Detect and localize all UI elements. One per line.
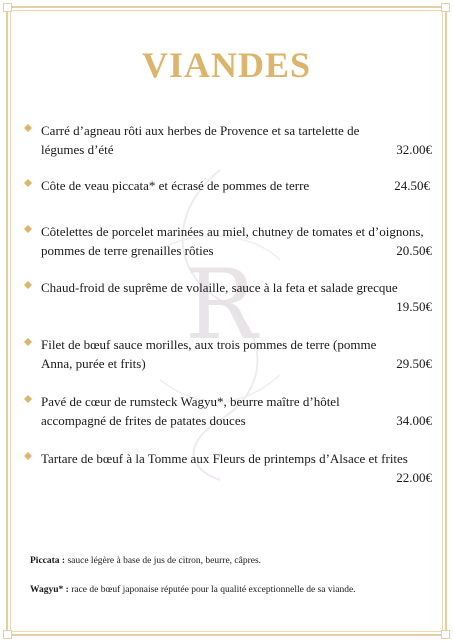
footnote-term: Wagyu* : <box>30 585 69 595</box>
diamond-bullet-icon <box>24 179 32 187</box>
corner-ornament <box>3 3 12 12</box>
menu-item-price: 19.50€ <box>396 299 432 314</box>
page-title: VIANDES <box>141 45 312 85</box>
footnote-wagyu <box>30 583 420 597</box>
menu-item-name: Côte de veau piccata* et écrasé de pommes de terre <box>41 178 310 193</box>
menu-item-price: 24.50€ <box>394 178 430 193</box>
diamond-bullet-icon <box>24 225 32 233</box>
menu-item <box>24 449 436 489</box>
menu-item-price: 20.50€ <box>396 243 432 258</box>
menu-item <box>24 121 436 161</box>
footnote-text: sauce légère à base de jus de citron, beurre, câpres. <box>65 556 262 566</box>
diamond-bullet-icon <box>24 452 32 460</box>
diamond-bullet-icon <box>24 395 32 403</box>
menu-item-name: Tartare de bœuf à la Tomme aux Fleurs de printemps d’Alsace et frites <box>41 451 408 466</box>
diamond-bullet-icon <box>24 281 32 289</box>
menu-item-price: 32.00€ <box>396 142 432 157</box>
diamond-bullet-icon <box>24 124 32 132</box>
menu-item-price: 34.00€ <box>396 413 432 428</box>
menu-item <box>24 222 436 262</box>
corner-ornament <box>3 630 12 639</box>
footnote-piccata <box>30 554 420 568</box>
diamond-bullet-icon <box>24 338 32 346</box>
menu-item-price: 22.00€ <box>396 470 432 485</box>
menu-item-name: Pavé de cœur de rumsteck Wagyu*, beurre maître d’hôtel accompagné de frites de patates douces <box>41 394 340 428</box>
menu-item <box>24 335 436 375</box>
menu-item-name: Côtelettes de porcelet marinées au miel, chutney de tomates et d’oignons, pommes de terre grenailles rôties <box>41 224 424 258</box>
menu-item-name: Chaud-froid de suprême de volaille, sauce à la feta et salade grecque <box>41 280 398 295</box>
menu-item <box>24 176 436 196</box>
corner-ornament <box>441 3 450 12</box>
menu-item-name: Carré d’agneau rôti aux herbes de Provence et sa tartelette de légumes d’été <box>41 123 360 157</box>
menu-item <box>24 278 436 318</box>
corner-ornament <box>441 630 450 639</box>
menu-item-name: Filet de bœuf sauce morilles, aux trois pommes de terre (pomme Anna, purée et frits) <box>41 337 377 371</box>
footnote-term: Piccata : <box>30 556 66 566</box>
menu-item <box>24 392 436 432</box>
watermark-logo: R <box>185 249 258 361</box>
footnote-text: race de bœuf japonaise réputée pour la qualité exceptionnelle de sa viande. <box>68 585 356 595</box>
menu-item-price: 29.50€ <box>396 356 432 371</box>
